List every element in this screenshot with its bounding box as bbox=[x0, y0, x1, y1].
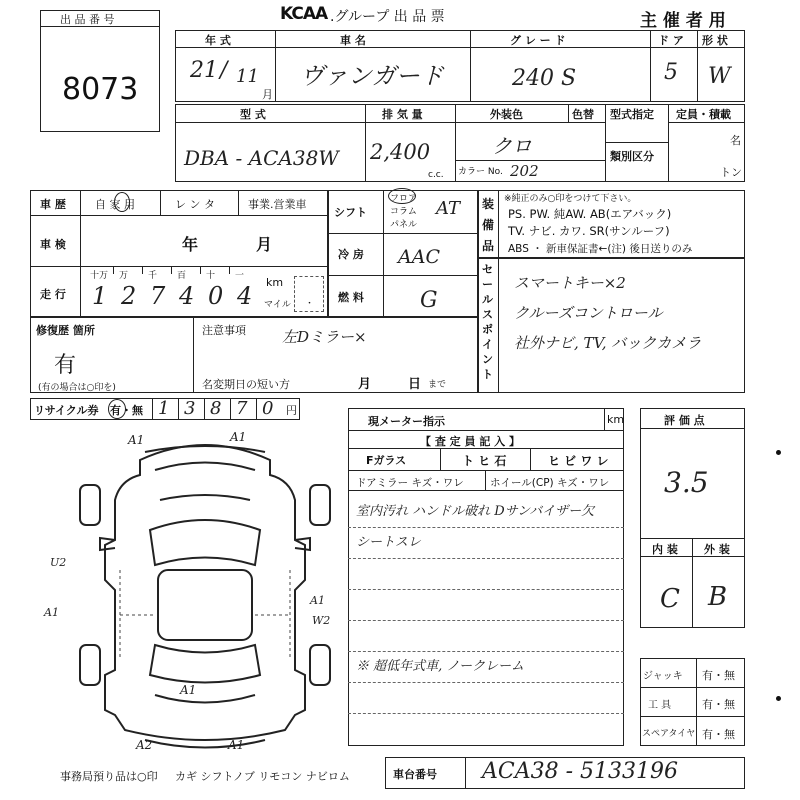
glass-label: Fガラス bbox=[366, 454, 407, 467]
exterior-label: 外 装 bbox=[704, 543, 730, 556]
color-no-value: 202 bbox=[510, 162, 539, 180]
color-label: 外装色 bbox=[490, 108, 523, 121]
office-note: 事務局預り品は○印 bbox=[60, 770, 158, 783]
header-logo: KCAA bbox=[280, 4, 328, 24]
capacity-label: 定員・積載 bbox=[676, 108, 731, 121]
equipment-note: ※純正のみ○印をつけて下さい。 bbox=[504, 194, 637, 204]
transfer-label: 名変期日の短い方 bbox=[202, 378, 290, 391]
interior-label: 内 装 bbox=[652, 543, 678, 556]
notes-value: 左Dミラー× bbox=[282, 328, 367, 346]
recycle-label: リサイクル券 bbox=[34, 404, 99, 417]
grade-label: グ レ ー ド bbox=[510, 34, 566, 47]
shift-circle bbox=[388, 188, 416, 204]
type-designation-label: 型式指定 bbox=[610, 108, 654, 121]
door-mirror-label: ドアミラー キズ・ワレ bbox=[356, 477, 464, 489]
transfer-suffix: まで bbox=[428, 380, 447, 390]
month-unit: 月 bbox=[262, 88, 273, 101]
mileage-digit: 0 bbox=[208, 282, 224, 310]
shape-value: W bbox=[708, 64, 731, 89]
model-label: 型 式 bbox=[240, 108, 266, 121]
ac-label: 冷 房 bbox=[338, 248, 364, 261]
name-label: 車 名 bbox=[340, 34, 366, 47]
km-label: km bbox=[266, 276, 284, 289]
inspection-year: 年 bbox=[182, 235, 199, 254]
shape-label: 形 状 bbox=[702, 34, 728, 47]
mark-left-lower: A1 bbox=[44, 606, 59, 619]
selling-point-1: スマートキー×2 bbox=[514, 274, 626, 292]
lot-number: 8073 bbox=[62, 72, 139, 107]
shift-floor: フロア bbox=[390, 194, 418, 204]
recycle-unit: 円 bbox=[286, 404, 297, 417]
history-private: 自 家 用 bbox=[95, 198, 135, 211]
mileage-digit: 4 bbox=[179, 282, 195, 310]
lot-box bbox=[40, 10, 160, 132]
capacity-unit-tons: トン bbox=[720, 166, 742, 179]
year-label: 年 式 bbox=[205, 34, 231, 47]
capacity-unit-persons: 名 bbox=[730, 134, 741, 147]
chassis-label: 車台番号 bbox=[393, 768, 437, 781]
tool-tools-label: 工 具 bbox=[648, 700, 672, 711]
mark-right-lower: W2 bbox=[312, 614, 331, 627]
mileage-digit-label: 十万 bbox=[90, 271, 109, 281]
shift-label: シフト bbox=[334, 206, 367, 219]
glass-option-crack: ヒ ビ ワ レ bbox=[548, 454, 609, 468]
grade-value: 240 S bbox=[512, 66, 577, 91]
exterior-value: B bbox=[708, 582, 728, 612]
color-value: クロ bbox=[492, 134, 532, 158]
history-business: 事業.営業車 bbox=[248, 198, 307, 211]
notes-label: 注意事項 bbox=[202, 324, 246, 337]
mileage-digit: 4 bbox=[237, 282, 253, 310]
history-label: 車 歴 bbox=[40, 198, 66, 211]
recycle-options: 有・無 bbox=[110, 404, 143, 417]
selling-point-2: クルーズコントロール bbox=[514, 304, 663, 322]
header-title: .グループ 出 品 票 bbox=[330, 9, 445, 25]
displacement-unit: c.c. bbox=[428, 170, 444, 180]
mileage-digit-label: 千 bbox=[148, 271, 158, 281]
mark-bottom-right: A1 bbox=[228, 738, 245, 752]
glass-option-chip: ト ヒ 石 bbox=[462, 454, 507, 468]
score-label: 評 価 点 bbox=[664, 414, 705, 427]
shift-value: AT bbox=[436, 198, 461, 219]
mileage-digit-label: 百 bbox=[177, 271, 187, 281]
tool-tools-value: 有・無 bbox=[702, 698, 735, 711]
year-sep: / bbox=[220, 58, 228, 83]
repair-value: 有 bbox=[54, 353, 77, 378]
ac-value: AAC bbox=[398, 246, 440, 268]
recycle-digit: 1 bbox=[158, 398, 170, 419]
recycle-digit: 3 bbox=[184, 398, 196, 419]
office-items: カギ シフトノブ リモコン ナビロム bbox=[175, 770, 350, 783]
equipment-line3: ABS ・ 新車保証書←(注) 後日送りのみ bbox=[508, 243, 693, 255]
mark-right-upper: A1 bbox=[310, 594, 325, 607]
selling-point-3: 社外ナビ, TV, バックカメラ bbox=[514, 334, 702, 352]
inspector-title: 【 査 定 員 記 入 】 bbox=[420, 435, 520, 448]
lot-label: 出 品 番 号 bbox=[60, 13, 115, 26]
recycle-digit: 7 bbox=[236, 398, 248, 419]
mark-bottom-left: A2 bbox=[136, 738, 153, 752]
color-change-label: 色替 bbox=[572, 108, 594, 121]
doors-value: 5 bbox=[664, 60, 678, 85]
inspector-note-line: 室内汚れ ハンドル破れ Dサンバイザー欠 bbox=[356, 504, 595, 519]
history-circle bbox=[114, 192, 130, 212]
year-value: 21 bbox=[190, 58, 218, 83]
model-value: DBA - ACA38W bbox=[184, 146, 339, 170]
tool-jack-label: ジャッキ bbox=[643, 671, 683, 682]
interior-value: C bbox=[660, 584, 680, 614]
mile-label: マイル bbox=[264, 300, 291, 310]
mark-top-left: A1 bbox=[128, 433, 145, 447]
fuel-value: G bbox=[420, 288, 438, 313]
edge-mark bbox=[776, 450, 781, 455]
displacement-label: 排 気 量 bbox=[382, 108, 423, 121]
inspection-month: 月 bbox=[256, 235, 273, 254]
equipment-line1: PS. PW. 純AW. AB(エアバック) bbox=[508, 207, 672, 221]
meter-label: 現メーター指示 bbox=[368, 415, 445, 428]
recycle-circle bbox=[108, 399, 126, 419]
tool-jack-value: 有・無 bbox=[702, 669, 735, 682]
repair-note: (有の場合は○印を) bbox=[38, 383, 116, 393]
recycle-digit: 0 bbox=[262, 398, 274, 419]
repair-label: 修復歴 箇所 bbox=[36, 324, 95, 337]
header-sponsor: 主 催 者 用 bbox=[640, 11, 726, 31]
shift-panel: パネル bbox=[390, 220, 418, 230]
car-diagram bbox=[60, 430, 350, 760]
history-rental: レ ン タ bbox=[175, 198, 215, 211]
selling-points-label: セールスポイント bbox=[482, 263, 493, 381]
mileage-label: 走 行 bbox=[40, 288, 66, 301]
chassis-value: ACA38 - 5133196 bbox=[482, 759, 679, 784]
name-value: ヴァンガード bbox=[300, 62, 444, 90]
equipment-label: 装 備 品 bbox=[482, 197, 495, 253]
mileage-digit-label: 一 bbox=[235, 271, 245, 281]
month-value: 11 bbox=[236, 66, 259, 87]
mark-top-right: A1 bbox=[230, 430, 247, 444]
inspection-label: 車 検 bbox=[40, 238, 66, 251]
mileage-digit: 1 bbox=[92, 282, 108, 310]
color-no-label: カラー No. bbox=[458, 167, 503, 177]
tool-spare-label: スペアタイヤ bbox=[642, 729, 696, 739]
inspector-note-line: ※ 超低年式車, ノークレーム bbox=[356, 659, 525, 674]
score-value: 3.5 bbox=[664, 466, 709, 499]
mileage-digit-label: 万 bbox=[119, 271, 129, 281]
equipment-line2: TV. ナビ. カワ. SR(サンルーフ) bbox=[508, 224, 670, 238]
inspector-note-line: シートスレ bbox=[356, 535, 421, 550]
transfer-month: 月 bbox=[358, 377, 372, 392]
displacement-value: 2,400 bbox=[370, 140, 431, 164]
mileage-digit-label: 十 bbox=[206, 271, 216, 281]
wheel-label: ホイール(CP) キズ・ワレ bbox=[490, 477, 610, 489]
category-label: 類別区分 bbox=[610, 150, 654, 163]
mark-left-upper: U2 bbox=[50, 556, 67, 569]
mileage-digit: 2 bbox=[121, 282, 137, 310]
edge-mark bbox=[776, 696, 781, 701]
shift-column: コラム bbox=[390, 207, 417, 217]
mark-roof: A1 bbox=[180, 683, 197, 697]
tool-spare-value: 有・無 bbox=[702, 728, 735, 741]
recycle-digit: 8 bbox=[210, 398, 222, 419]
mileage-digit: 7 bbox=[150, 282, 166, 310]
meter-unit: km bbox=[607, 413, 625, 426]
mile-value: ・ bbox=[305, 299, 315, 309]
doors-label: ド ア bbox=[658, 34, 684, 47]
fuel-label: 燃 料 bbox=[338, 291, 364, 304]
transfer-day: 日 bbox=[408, 377, 422, 392]
